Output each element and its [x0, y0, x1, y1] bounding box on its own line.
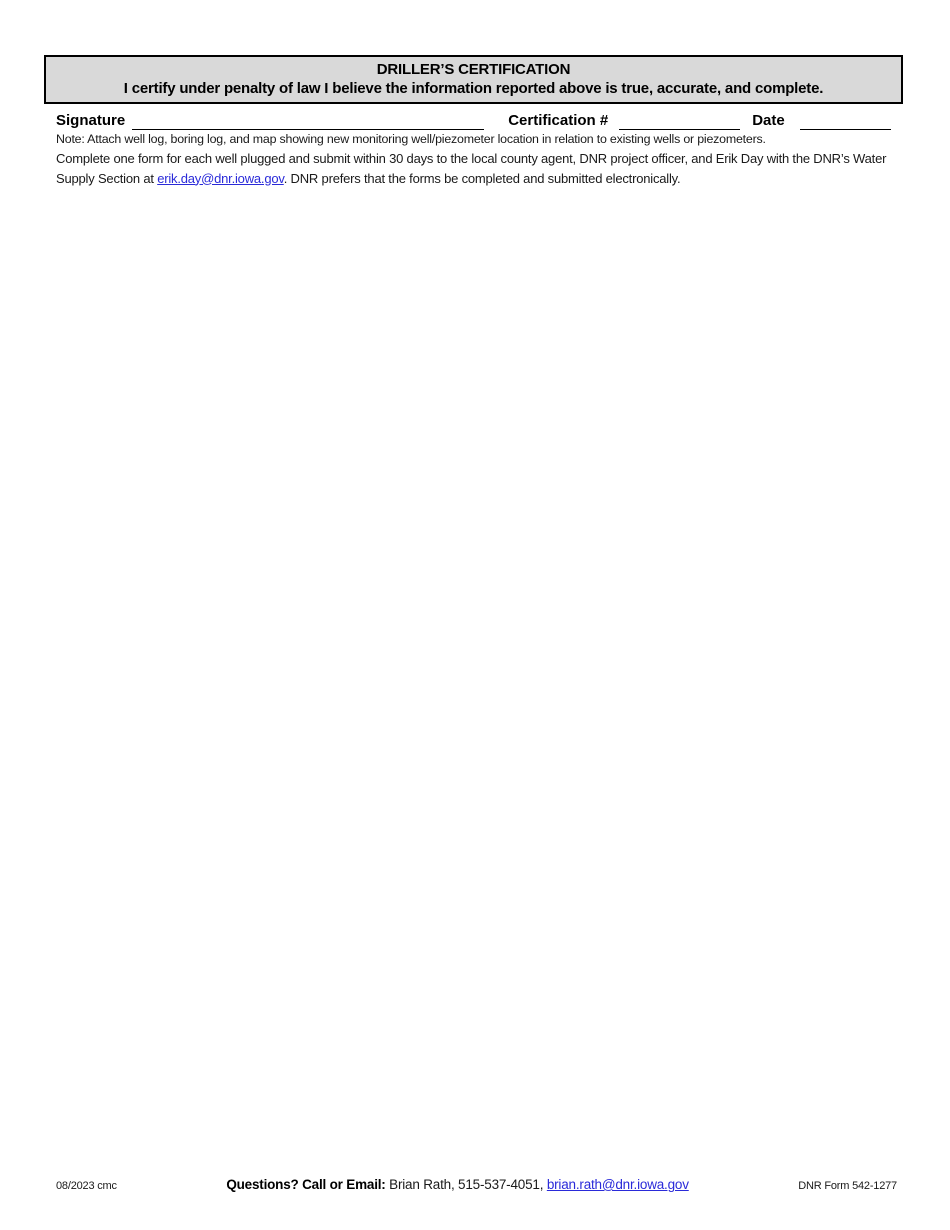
instructions-text-before-link: Complete one form for each well plugged and submit within 30 days to the local county agent, DNR project officer, and Erik Day with the DNR’s Water Supply Section at: [56, 151, 887, 186]
contact-info: [226, 1177, 688, 1192]
certification-statement: I certify under penalty of law I believe the information reported above is true, accurate, and complete.: [123, 80, 824, 97]
date-input-line[interactable]: [800, 113, 891, 130]
signature-label: Signature: [56, 112, 126, 129]
questions-label: Questions? Call or Email:: [226, 1177, 386, 1192]
submission-instructions: [56, 149, 906, 188]
page-footer: [56, 1177, 897, 1192]
instructions-text-after-link: . DNR prefers that the forms be completed and submitted electronically.: [283, 170, 681, 186]
attachment-note: Note: Attach well log, boring log, and map showing new monitoring well/piezometer location in relation to existing wells or piezometers.: [56, 132, 766, 146]
date-label: Date: [752, 112, 785, 129]
certification-title: DRILLER’S CERTIFICATION: [376, 61, 571, 78]
signature-row: [56, 109, 901, 130]
certification-number-input-line[interactable]: [619, 113, 740, 130]
brian-rath-email-link[interactable]: brian.rath@dnr.iowa.gov: [546, 1177, 689, 1192]
signature-input-line[interactable]: [132, 113, 484, 130]
revision-date: 08/2023 cmc: [56, 1180, 117, 1192]
contact-name-phone: Brian Rath, 515-537-4051,: [389, 1177, 544, 1192]
certification-number-label: Certification #: [508, 112, 609, 129]
form-number: DNR Form 542-1277: [798, 1180, 897, 1192]
drillers-certification-box: [44, 55, 903, 104]
erik-day-email-link[interactable]: erik.day@dnr.iowa.gov: [157, 170, 284, 186]
